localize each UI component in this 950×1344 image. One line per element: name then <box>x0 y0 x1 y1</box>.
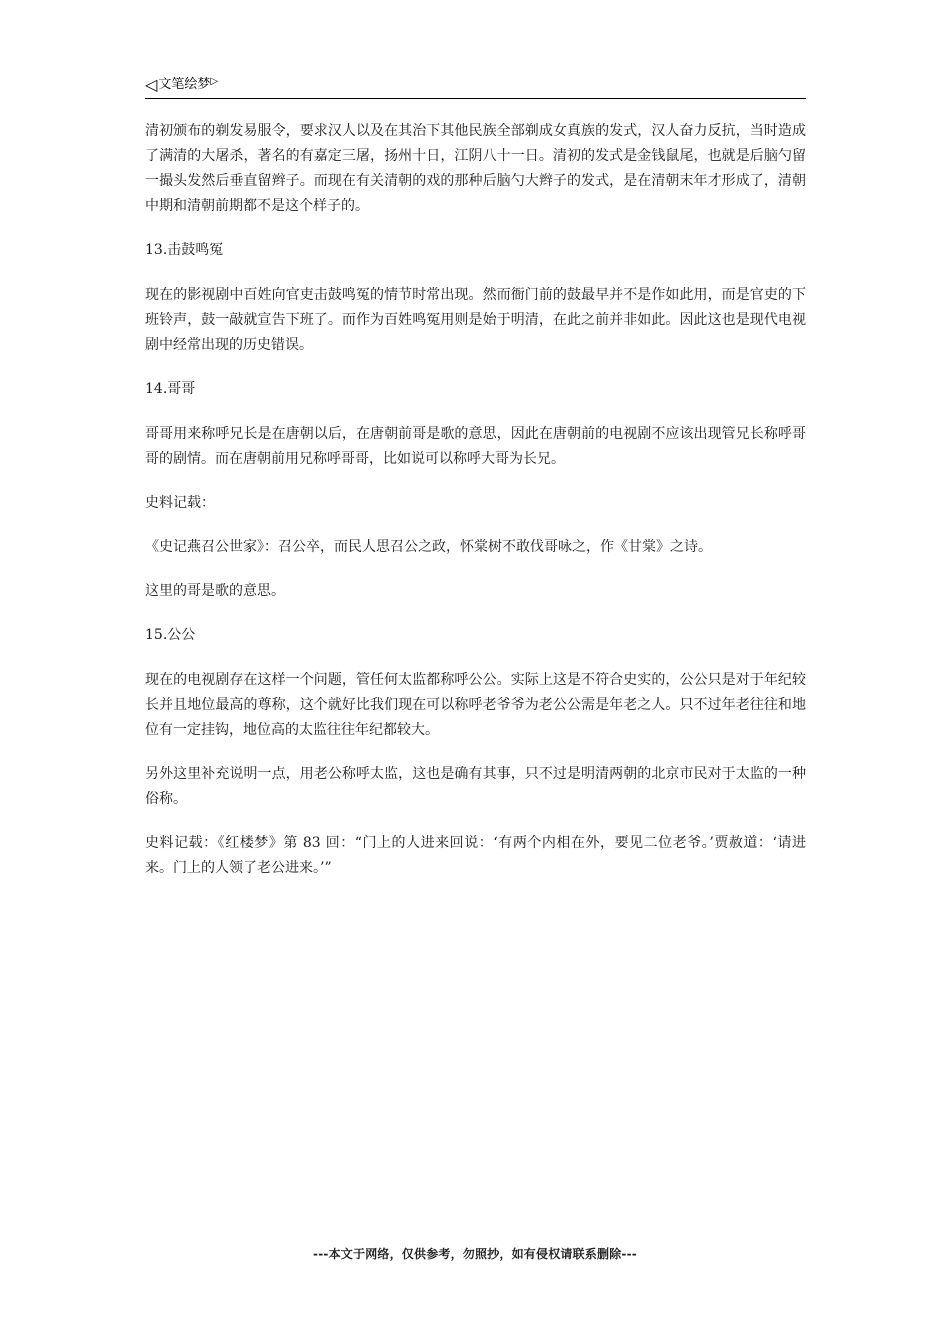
paragraph-hongloumeng-quote: 史料记载：《红楼梦》第 83 回：“门上的人进来回说：‘有两个内相在外，要见二位老爷。’贾赦道：‘请进来。门上的人领了老公进来。’” <box>145 835 806 876</box>
section-heading-15: 15.公公 <box>145 627 196 643</box>
document-body <box>145 119 806 900</box>
triangle-right-icon: ▷ <box>210 76 219 87</box>
paragraph-gege: 哥哥用来称呼兄长是在唐朝以后，在唐朝前哥是歌的意思，因此在唐朝前的电视剧不应该出现管兄长称呼哥哥的剧情。而在唐朝前用兄称呼哥哥，比如说可以称呼大哥为长兄。 <box>145 426 806 467</box>
paragraph-source-label: 史料记载： <box>145 495 215 511</box>
section-heading-14: 14.哥哥 <box>145 381 196 397</box>
header-title: 文笔绘梦 <box>158 77 211 92</box>
paragraph-laogong: 另外这里补充说明一点，用老公称呼太监，这也是确有其事，只不过是明清两朝的北京市民对于太监的一种俗称。 <box>145 766 806 807</box>
page-footer: ---本文于网络，仅供参考，勿照抄，如有侵权请联系删除--- <box>313 1247 637 1261</box>
paragraph-drum: 现在的影视剧中百姓向官吏击鼓鸣冤的情节时常出现。然而衙门前的鼓最早并不是作如此用，而是官吏的下班铃声，鼓一敲就宣告下班了。而作为百姓鸣冤用则是始于明清，在此之前并非如此。因此这也是现代电视剧中经常出现的历史错误。 <box>145 287 806 353</box>
paragraph-gonggong: 现在的电视剧存在这样一个问题，管任何太监都称呼公公。实际上这是不符合史实的，公公只是对于年纪较长并且地位最高的尊称，这个就好比我们现在可以称呼老爷爷为老公公需是年老之人。只不过年老往往和地位有一定挂钩，地位高的太监往往年纪都较大。 <box>145 672 806 738</box>
paragraph-hairstyle: 清初颁布的剃发易服令，要求汉人以及在其治下其他民族全部剃成女真族的发式，汉人奋力反抗，当时造成了满清的大屠杀，著名的有嘉定三屠，扬州十日，江阴八十一日。清初的发式是金钱鼠尾，也就是后脑勺留一撮头发然后垂直留辫子。而现在有关清朝的戏的那种后脑勺大辫子的发式，是在清朝末年才形成了，清朝中期和清朝前期都不是这个样子的。 <box>145 123 806 214</box>
paragraph-shiji-quote: 《史记燕召公世家》：召公卒，而民人思召公之政，怀棠树不敢伐哥咏之，作《甘棠》之诗。 <box>145 539 712 555</box>
section-heading-13: 13.击鼓鸣冤 <box>145 242 224 258</box>
paragraph-ge-meaning: 这里的哥是歌的意思。 <box>145 583 285 599</box>
triangle-left-icon: ◁ <box>145 75 158 94</box>
page-header <box>145 74 806 99</box>
